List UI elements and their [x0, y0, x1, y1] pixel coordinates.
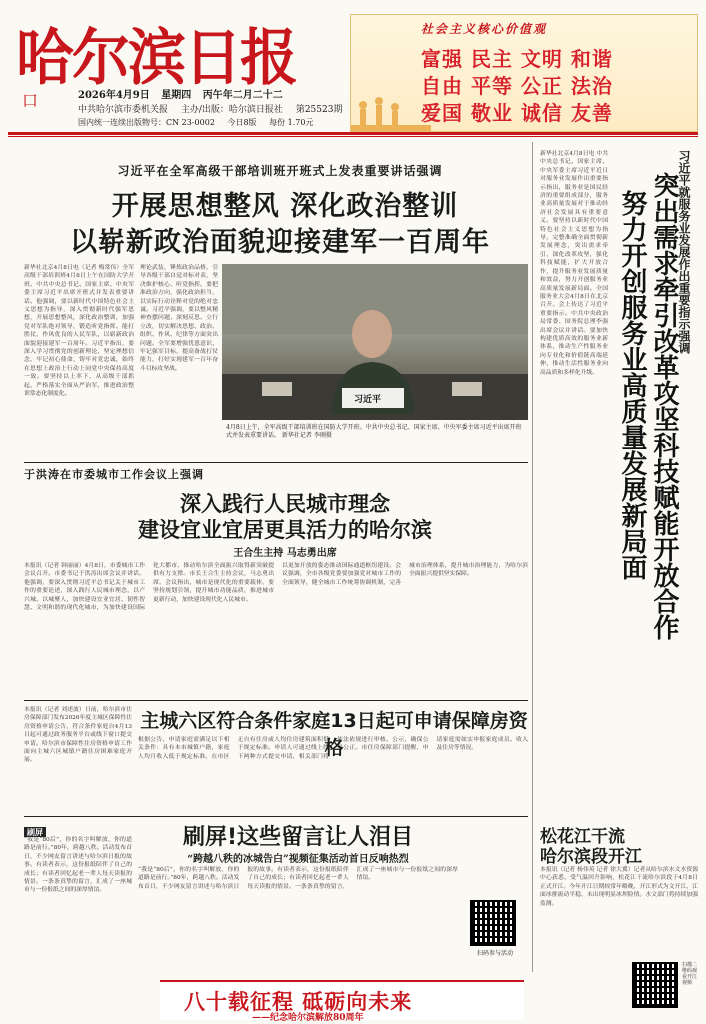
- city-byline: 王合生主持 马志勇出席: [233, 548, 337, 559]
- songhua-body: 本报讯（记者 杨伟英 记者 徐大冀）记者从哈尔滨水文水资源中心获悉，受气温回升影响，松花江干流哈尔滨段于4月8日正式开江。今年开江日期较常年略晚，开江形式为文开江，江面冰排流动平稳，未出现明显冰坝险情。水文部门将持续加强监测。: [540, 867, 698, 907]
- chatter-qr-code-icon[interactable]: [470, 900, 516, 946]
- section-divider: [24, 462, 528, 463]
- masthead-dateline: [78, 86, 291, 101]
- chatter-body-left: “我是“80后”，你的名字叫解放，你的道路是前行。”80年，跨越八秩。活动发布首日，不少网友留言讲述与哈尔滨日报的故事。有读者表示，这份报纸陪伴了自己的成长；有读者回忆起老一辈人每天读报的情景。一条条真挚的留言，汇成了一座城市与一份报纸之间的深厚情谊。: [24, 837, 132, 894]
- city-body-right: 以更加开放的姿态推动国际通道枢纽建设。会议强调，全市各级党委要加强党对城市工作的全面领导，健全城市工作统筹协调机制，完善城市治理体系，提升城市治理能力，为哈尔滨全面振兴提供坚实保障。: [282, 563, 528, 586]
- chatter-headline: 刷屏!这些留言让人泪目: [182, 825, 414, 850]
- page-count: 今日8版: [227, 118, 257, 127]
- issue-lunar-date: 丙午年二月二十二: [202, 90, 283, 101]
- housing-headline: 主城六区符合条件家庭13日起可申请保障房资格: [140, 710, 528, 759]
- songhua-headline-2: 哈尔滨段开江: [540, 847, 642, 867]
- right-vertical-headline-2: 努力开创服务业高质量发展新局面: [617, 190, 647, 580]
- lead-kicker: 习近平在全军高级干部培训班开班式上发表重要讲话强调: [117, 164, 443, 178]
- lead-body-left: 新华社北京4月8日电（记者 梅常伟）全军高级干部培训班4月8日上午在国防大学开班。中共中央总书记、国家主席、中央军委主席习近平出席开班式并发表重要讲话。他强调，要以新时代中国特色社会主义思想为指导，深入贯彻新时代强军思想，开展思想整风，深化政治整训，加强党对军队绝对领导，锻造听党指挥、能打胜仗、作风优良的人民军队，以崭新政治面貌迎接建军一百周年。习近平指出，要深入学习贯彻党的创新理论，坚定理想信念，牢记初心使命，铸牢对党忠诚，始终在思想上政治上行动上同党中央保持高度一致。要坚持以上率下，从高级干部抓起，严格落实全面从严治军，推进政治整训常态化制度化。: [24, 265, 134, 398]
- anniversary-banner: [160, 980, 524, 1023]
- right-vertical-headline-1: 突出需求牵引改革攻坚科技赋能开放合作: [649, 172, 679, 640]
- songhua-qr-code-icon[interactable]: [632, 962, 678, 1008]
- issue-date: 2026年4月9日: [78, 90, 150, 101]
- lead-photo-caption: 4月8日上午，全军高级干部培训班在国防大学开班。中共中央总书记、国家主席、中央军委主席习近平出席开班式并发表重要讲话。 新华社记者 李刚摄: [226, 424, 522, 439]
- lead-body-mid: 理论武装，锤炼政治品格，引导各级干部自觉对标对表，坚决维护核心、听党指挥。要把准政治方向，强化政治担当，以实际行动诠释对党的绝对忠诚。习近平强调，要以整风精神查摆问题、深刻反思、立行立改，切实解决思想、政治、组织、作风、纪律等方面突出问题。全军要增强忧患意识，牢记强军目标，提高备战打仗能力，打好实现建军一百年奋斗目标攻坚战。: [140, 265, 218, 372]
- masthead-subline: [78, 102, 352, 115]
- chatter-body: “我是“80后”，你的名字叫解放，你的道路是前行。”80年，跨越八秩。活动发布首日，不少网友留言讲述与哈尔滨日报的故事。有读者表示，这份报纸陪伴了自己的成长；有读者回忆起老一辈人每天读报的情景。一条条真挚的留言，汇成了一座城市与一份报纸之间的深厚情谊。: [138, 867, 458, 890]
- issue-weekday: 星期四: [161, 90, 192, 101]
- silhouette-decoration-icon: [351, 81, 431, 131]
- core-values-box: [350, 14, 698, 132]
- masthead-thin-rule: [8, 136, 698, 137]
- city-headline-1: 深入践行人民城市理念: [180, 492, 390, 516]
- core-values-row-2: 自由 平等 公正 法治: [421, 74, 613, 98]
- right-vertical-kicker: 习近平就服务业发展作出重要指示强调: [677, 150, 691, 354]
- banner-main-text: 八十载征程 砥砺向未来: [184, 990, 413, 1014]
- chatter-qr-label: 扫码参与活动: [476, 950, 513, 957]
- core-values-heading: 社会主义核心价值观: [421, 22, 548, 36]
- masthead-seal-icon: 口: [22, 91, 39, 110]
- lead-photo: [222, 264, 528, 420]
- city-headline-2: 建设宜业宜居更具活力的哈尔滨: [138, 518, 432, 542]
- section-divider-3: [24, 816, 528, 817]
- issue-number: 第25523期: [295, 105, 343, 115]
- section-divider-2: [24, 700, 528, 701]
- publisher-text: 主办/出版：哈尔滨日报社: [180, 105, 283, 115]
- sponsor-text: 中共哈尔滨市委机关报: [78, 105, 169, 115]
- nameplate-text: 习近平: [354, 395, 382, 405]
- city-body: 本报讯（记者 韩丽丽）4月8日，市委城市工作会议召开。市委书记于洪涛出席会议并讲话。他强调，要深入贯彻习近平总书记关于城市工作的重要论述，深入践行人民城市理念，以产兴城、以城聚人，加快建设宜业宜居、韧性智慧、文明和谐的现代化城市，为加快建设国际化大都市、推动哈尔滨全面振兴取得新突破提供有力支撑。市长王合生主持会议，马志勇出席。会议指出，城市是现代化的重要载体，要坚持规划引领，提升城市功能品质，推进城市更新行动，加快建设现代化人民城市。: [24, 563, 274, 612]
- chatter-label: 刷屏: [24, 827, 46, 837]
- chatter-subhead: “跨越八秩的冰城告白”视频征集活动首日反响热烈: [187, 854, 409, 865]
- price: 每份 1.70元: [269, 118, 314, 127]
- banner-sub-text: ——纪念哈尔滨解放80周年: [252, 1013, 364, 1023]
- lead-headline-1: 开展思想整风 深化政治整训: [111, 191, 459, 222]
- songhua-qr-caption: 扫描二维码观看开江视频: [682, 962, 698, 986]
- newspaper-masthead-title: 哈尔滨日报: [16, 21, 297, 93]
- left-lower-body: 本报讯（记者 刘述波）日前，哈尔滨市住房保障部门发布2026年度主城区保障性住房资格申请公告，符合条件家庭自4月13日起可通过政务服务平台或线下窗口提交申请。哈尔滨市保障性住房资格申请工作面向主城六区城镇户籍住房困难家庭开展。: [24, 707, 132, 764]
- core-values-row-3: 爱国 敬业 诚信 友善: [421, 101, 613, 125]
- masthead-rule: [8, 132, 698, 135]
- city-kicker: 于洪涛在市委城市工作会议上强调: [24, 468, 204, 481]
- right-body: 新华社北京4月8日电 中共中央总书记、国家主席、中央军委主席习近平近日对服务业发展作出重要指示指出，服务业是国民经济的重要组成部分，服务业高质量发展对于推动经济社会发展具有重要意义。要坚持以新时代中国特色社会主义思想为指导，完整准确全面贯彻新发展理念，突出需求牵引，深化改革攻坚，强化科技赋能，扩大开放合作，提升服务业发展质量和效益，努力开创服务业高质量发展新局面。全国服务业大会4月8日在北京召开。会上传达了习近平重要指示。中共中央政治局常委、国务院总理李强出席会议并讲话。要加快构建优质高效的服务业新体系，推动生产性服务业向专业化和价值链高端延伸，推动生活性服务业向高品质和多样化升级。: [540, 151, 608, 376]
- lead-headline-2: 以崭新政治面貌迎接建军一百周年: [70, 227, 490, 258]
- cn-number: 国内统一连续出版物号：CN 23-0002: [78, 118, 215, 127]
- masthead-idline: [78, 117, 323, 128]
- column-divider: [532, 142, 533, 972]
- songhua-headline-1: 松花江干流: [540, 827, 625, 847]
- housing-body: 根据公告，申请家庭需满足以下相关条件：具有本市城镇户籍，家庭人均月收入低于规定标准，在市区无自有住房或人均住房建筑面积低于规定标准。申请人可通过线上线下两种方式提交申请，相关部门将依法依规进行审核、公示，确保公平公正。市住房保障部门提醒，申请家庭需如实申报家庭成员、收入及住房等情况。: [138, 737, 528, 760]
- core-values-row-1: 富强 民主 文明 和谐: [421, 47, 613, 71]
